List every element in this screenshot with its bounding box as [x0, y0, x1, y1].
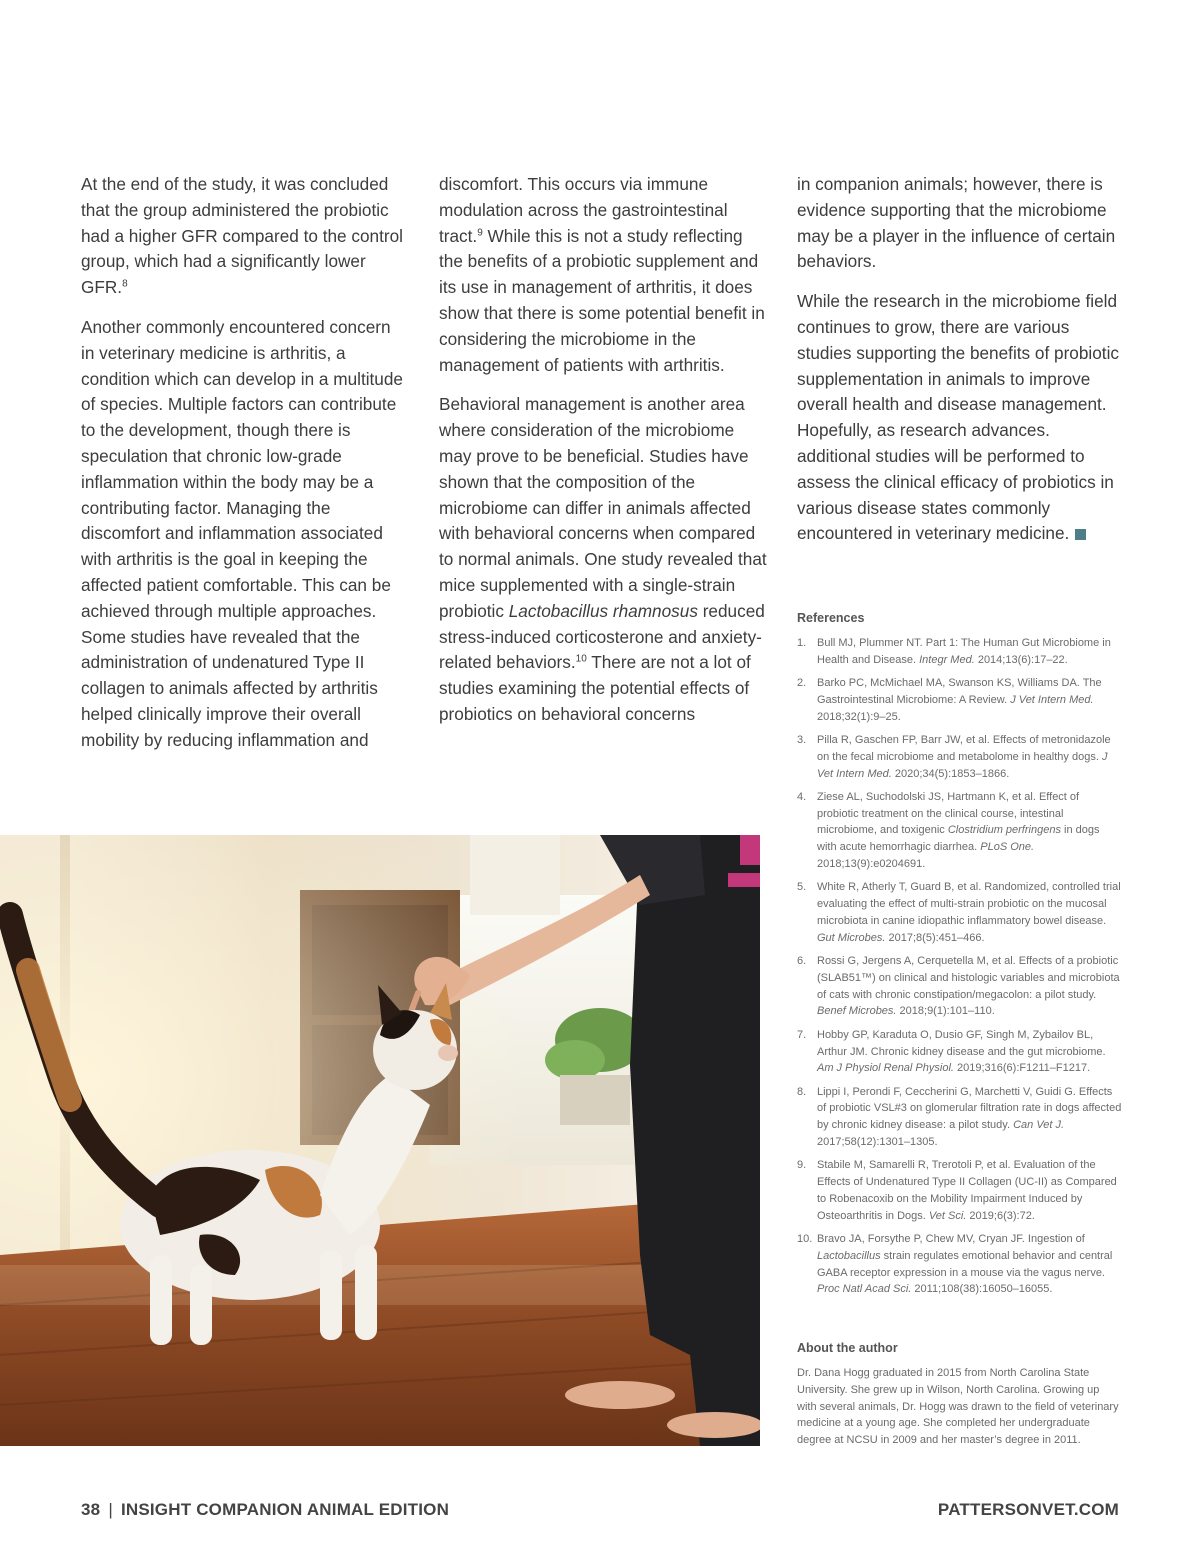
- page-number: 38: [81, 1500, 101, 1519]
- about-author-section: [797, 1341, 1122, 1449]
- paragraph: While the research in the microbiome field continues to grow, there are various studies supporting the benefits of probiotic supplementation in animals to improve overall health and disease management. Hopefully, as research advances. additional studies will be performed to assess the clinical efficacy of probiotics in various disease states commonly encountered in veterinary medicine.: [797, 291, 1119, 544]
- reference-item: 1. Bull MJ, Plummer NT. Part 1: The Human Gut Microbiome in Health and Disease. Integr Med. 2014;13(6):17–22.: [797, 637, 1111, 666]
- article-column-3: [797, 172, 1127, 561]
- paragraph: At the end of the study, it was concluded that the group administered the probiotic had a higher GFR compared to the control group, which had a significantly lower GFR.$^8$: [81, 174, 403, 298]
- website-link[interactable]: PATTERSONVET.COM: [937, 1500, 1119, 1519]
- end-of-article-square-icon: [1075, 529, 1086, 540]
- reference-item: 3. Pilla R, Gaschen FP, Barr JW, et al. Effects of metronidazole on the fecal microbiome and metabolome in healthy dogs. J Vet Intern Med. 2020;34(5):1853–1866.: [797, 733, 1111, 780]
- paragraph: in companion animals; however, there is evidence supporting that the microbiome may be a player in the influence of certain behaviors.: [797, 174, 1116, 272]
- about-author-heading: About the author: [797, 1341, 898, 1355]
- paragraph: discomfort. This occurs via immune modulation across the gastrointestinal tract.$^9$ While this is not a study reflecting the benefits of a probiotic supplement and its use in management of arthritis, it does show that there is some potential benefit in considering the microbiome in the management of patients with arthritis.: [439, 174, 765, 375]
- article-column-1: [81, 172, 406, 768]
- article-column-2: [439, 172, 769, 742]
- reference-item: 8. Lippi I, Perondi F, Ceccherini G, Marchetti V, Guidi G. Effects of probiotic VSL#3 on glomerular filtration rate in dogs affected by chronic kidney disease: a pilot study. Can Vet J. 2017;58(12):1301–1305.: [797, 1085, 1122, 1149]
- references-section: [797, 611, 1122, 1305]
- paragraph: Behavioral management is another area where consideration of the microbiome may prove to be beneficial. Studies have shown that the composition of the microbiome can differ in animals affected with behavioral concerns when compared to normal animals. One study revealed that mice supplemented with a single-strain probiotic Lactobacillus rhamnosus reduced stress-induced corticosterone and anxiety-related behaviors.$^{10}$ There are not a lot of studies examining the potential effects of probiotics on behavioral concerns: [439, 394, 767, 724]
- species-name: Lactobacillus rhamnosus: [508, 600, 698, 621]
- references-list: [797, 635, 1122, 1298]
- reference-item: 5. White R, Atherly T, Guard B, et al. Randomized, controlled trial evaluating the effect of multi-strain probiotic on the mucosal microbiota in canine idiopathic inflammatory bowel disease. Gut Microbes. 2017;8(5):451–466.: [797, 881, 1121, 944]
- citation-superscript: 8: [122, 278, 128, 290]
- footer-left: [81, 1500, 449, 1520]
- references-heading: References: [797, 611, 865, 625]
- reference-item: 4. Ziese AL, Suchodolski JS, Hartmann K, et al. Effect of probiotic treatment on the clinical course, intestinal microbiome, and toxigenic Clostridium perfringens in dogs with acute hemorrhagic diarrhea. PLoS One. 2018;13(9):e0204691.: [797, 790, 1100, 871]
- reference-item: 2. Barko PC, McMichael MA, Swanson KS, Williams DA. The Gastrointestinal Microbiome: A Review. J Vet Intern Med. 2018;32(1):9–25.: [797, 677, 1102, 723]
- publication-name: INSIGHT COMPANION ANIMAL EDITION: [120, 1500, 450, 1519]
- paragraph: Another commonly encountered concern in veterinary medicine is arthritis, a condition which can develop in a multitude of species. Multiple factors can contribute to the development, though there is speculation that chronic low-grade inflammation within the body may be a contributing factor. Managing the discomfort and inflammation associated with arthritis is the goal in keeping the affected patient comfortable. This can be achieved through multiple approaches. Some studies have revealed that the administration of undenatured Type II collagen to animals affected by arthritis helped clinically improve their overall mobility by reducing inflammation and: [81, 316, 403, 750]
- footer-divider: |: [108, 1500, 113, 1519]
- reference-item: 10. Bravo JA, Forsythe P, Chew MV, Cryan JF. Ingestion of Lactobacillus strain regulates emotional behavior and central GABA receptor expression in a mouse via the vagus nerve. Proc Natl Acad Sci. 2011;108(38):16050–16055.: [797, 1233, 1113, 1296]
- citation-superscript: 10: [575, 653, 587, 665]
- cat-and-owner-illustration: [0, 835, 760, 1446]
- page-footer: [81, 1500, 1119, 1526]
- cat-photo: [0, 835, 760, 1446]
- reference-item: 9. Stabile M, Samarelli R, Trerotoli P, et al. Evaluation of the Effects of Undenatured Type II Collagen (UC-II) as Compared to Robenacoxib on the Mobility Impairment Induced by Osteoarthritis in Dogs. Vet Sci. 2019;6(3):72.: [797, 1159, 1117, 1222]
- citation-superscript: 9: [477, 226, 483, 238]
- reference-item: 7. Hobby GP, Karaduta O, Dusio GF, Singh M, Zybailov BL, Arthur JM. Chronic kidney disease and the gut microbiome. Am J Physiol Renal Physiol. 2019;316(6):F1211–F1217.: [797, 1028, 1106, 1075]
- reference-item: 6. Rossi G, Jergens A, Cerquetella M, et al. Effects of a probiotic (SLAB51™) on clinical and histologic variables and microbiota of cats with chronic constipation/megacolon: a pilot study. Benef Microbes. 2018;9(1):101–110.: [797, 955, 1120, 1018]
- author-bio: Dr. Dana Hogg graduated in 2015 from North Carolina State University. She grew up in Wilson, North Carolina. Growing up with several animals, Dr. Hogg was drawn to the field of veterinary medicine at a young age. She completed her undergraduate degree at NCSU in 2009 and her master’s degree in 2011.: [797, 1367, 1119, 1447]
